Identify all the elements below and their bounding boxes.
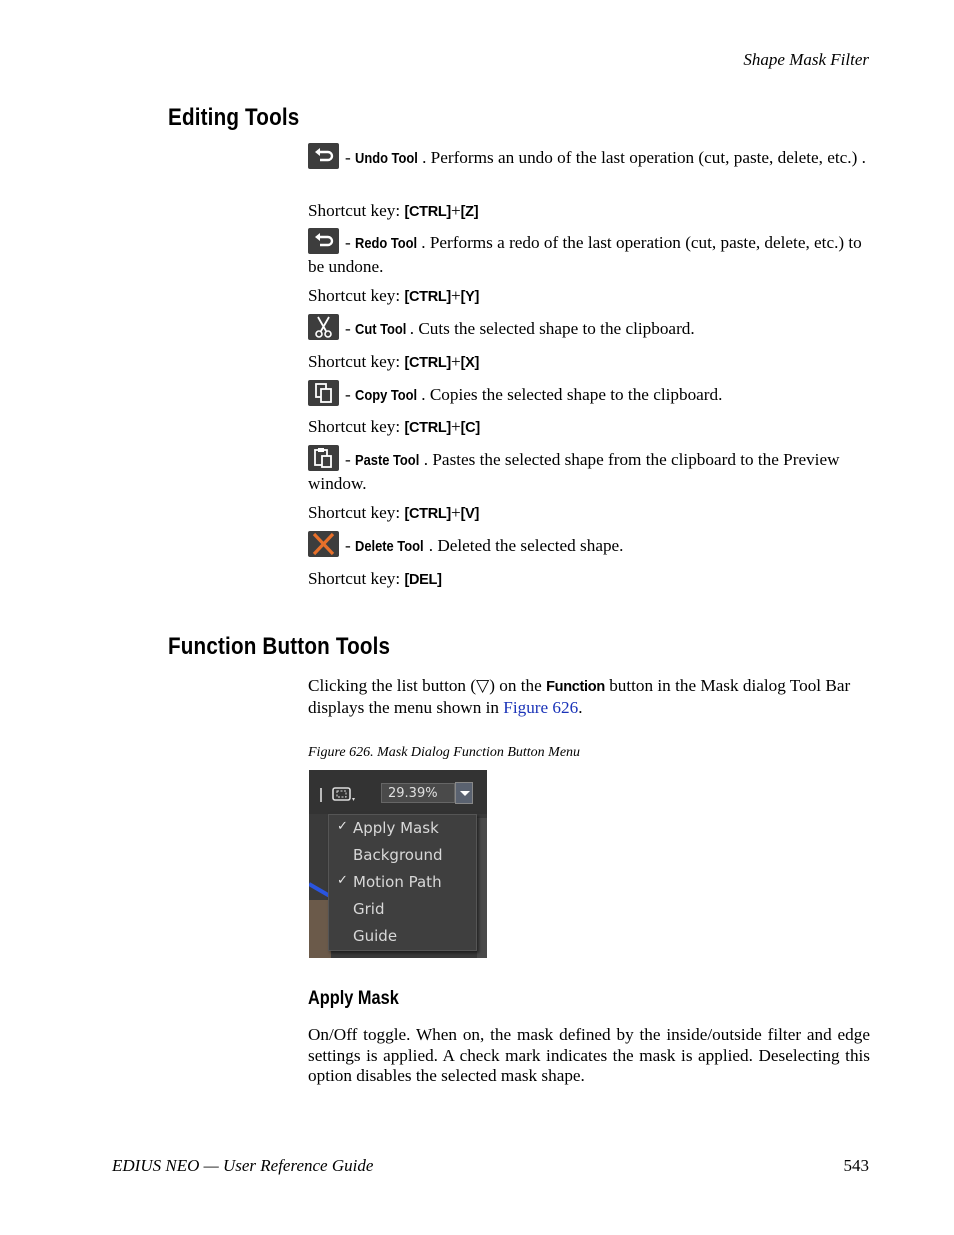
undo-tool-entry xyxy=(308,146,870,172)
menu-item-background[interactable]: Background xyxy=(353,846,443,864)
mask-function-menu-figure xyxy=(309,770,487,958)
chevron-down-icon xyxy=(460,791,470,796)
toolbar-separator xyxy=(320,788,322,802)
tool-description: . Performs an undo of the last operation (cut, paste, delete, etc.) . xyxy=(422,147,866,167)
key-plus: + xyxy=(450,503,461,522)
paste-tool-entry xyxy=(308,448,870,495)
tool-name: Delete Tool xyxy=(355,537,424,555)
tool-name: Redo Tool xyxy=(355,234,418,252)
menu-item-grid[interactable]: Grid xyxy=(353,900,385,918)
copy-icon xyxy=(308,380,339,406)
running-header: Shape Mask Filter xyxy=(743,50,869,69)
key-ctrl: [CTRL] xyxy=(404,204,451,220)
tool-description: . Performs a redo of the last operation (cut, paste, delete, etc.) to be undone. xyxy=(308,232,862,276)
undo-icon xyxy=(308,143,339,169)
cut-tool-entry xyxy=(308,317,870,343)
shortcut-label: Shortcut key: xyxy=(308,352,401,371)
dash: - xyxy=(345,449,356,469)
zoom-field[interactable] xyxy=(381,783,455,803)
para-text: . xyxy=(578,697,583,717)
redo-icon xyxy=(308,228,339,254)
page-number: 543 xyxy=(843,1156,869,1175)
copy-tool-entry xyxy=(308,383,870,409)
function-menu xyxy=(328,814,477,951)
shortcut-label: Shortcut key: xyxy=(308,503,401,522)
apply-mask-body: On/Off toggle. When on, the mask defined by the inside/outside filter and edge settings is applied. A check mark indicates the mask is applied. Deselecting this option disables the selected mask shape. xyxy=(308,1025,870,1085)
delete-tool-entry xyxy=(308,534,870,560)
tool-name: Copy Tool xyxy=(355,386,418,404)
zoom-dropdown-button[interactable] xyxy=(455,782,473,804)
check-icon: ✓ xyxy=(337,873,348,888)
key-ctrl: [CTRL] xyxy=(404,420,451,436)
shortcut-label: Shortcut key: xyxy=(308,286,401,305)
paste-icon xyxy=(308,445,339,471)
tool-description: . Pastes the selected shape from the clipboard to the Preview window. xyxy=(308,449,840,493)
shortcut-line xyxy=(308,286,479,306)
menu-item-apply-mask[interactable]: Apply Mask xyxy=(353,819,439,837)
key-z: [Z] xyxy=(460,204,479,220)
shortcut-line xyxy=(308,352,479,372)
menu-item-guide[interactable]: Guide xyxy=(353,927,398,945)
figure-link[interactable]: Figure 626 xyxy=(503,697,579,717)
dash: - xyxy=(345,318,356,338)
function-paragraph xyxy=(308,676,870,718)
shortcut-label: Shortcut key: xyxy=(308,569,401,588)
figure-caption: Figure 626. Mask Dialog Function Button Menu xyxy=(308,745,581,760)
key-ctrl: [CTRL] xyxy=(404,355,451,371)
key-plus: + xyxy=(450,352,461,371)
menu-item-motion-path[interactable]: Motion Path xyxy=(353,873,442,891)
preview-right-edge xyxy=(477,818,487,958)
footer-title: EDIUS NEO — User Reference Guide xyxy=(112,1156,374,1175)
tool-name: Cut Tool xyxy=(355,320,407,338)
shortcut-line xyxy=(308,569,442,589)
key-del: [DEL] xyxy=(404,572,442,588)
shortcut-label: Shortcut key: xyxy=(308,417,401,436)
tool-description: . Cuts the selected shape to the clipboard. xyxy=(409,318,695,338)
dash: - xyxy=(345,535,356,555)
check-icon: ✓ xyxy=(337,819,348,834)
para-text: button in the Mask dialog Tool Bar displays the menu shown in xyxy=(308,676,851,717)
key-plus: + xyxy=(450,201,461,220)
key-v: [V] xyxy=(460,506,480,522)
function-button-tools-heading: Function Button Tools xyxy=(168,633,391,660)
scissors-icon xyxy=(308,314,339,340)
shortcut-label: Shortcut key: xyxy=(308,201,401,220)
dash: - xyxy=(345,147,356,167)
tool-description: . Copies the selected shape to the clipboard. xyxy=(421,384,723,404)
tool-name: Paste Tool xyxy=(355,451,420,469)
function-keyword: Function xyxy=(546,679,605,695)
dash: - xyxy=(345,232,356,252)
key-y: [Y] xyxy=(460,289,480,305)
key-plus: + xyxy=(450,417,461,436)
function-button-icon[interactable] xyxy=(332,786,358,809)
key-x: [X] xyxy=(460,355,480,371)
tool-name: Undo Tool xyxy=(355,149,418,167)
dash: - xyxy=(345,384,356,404)
key-c: [C] xyxy=(460,420,480,436)
editing-tools-heading: Editing Tools xyxy=(168,104,300,131)
shortcut-line xyxy=(308,503,479,523)
delete-icon xyxy=(308,531,339,557)
tool-description: . Deleted the selected shape. xyxy=(428,535,624,555)
zoom-value: 29.39% xyxy=(388,786,438,801)
redo-tool-entry xyxy=(308,231,870,278)
key-plus: + xyxy=(450,286,461,305)
key-ctrl: [CTRL] xyxy=(404,506,451,522)
shortcut-line xyxy=(308,417,480,437)
apply-mask-heading: Apply Mask xyxy=(308,988,399,1009)
shortcut-line xyxy=(308,201,478,221)
para-text: Clicking the list button (▽) on the xyxy=(308,676,547,695)
key-ctrl: [CTRL] xyxy=(404,289,451,305)
